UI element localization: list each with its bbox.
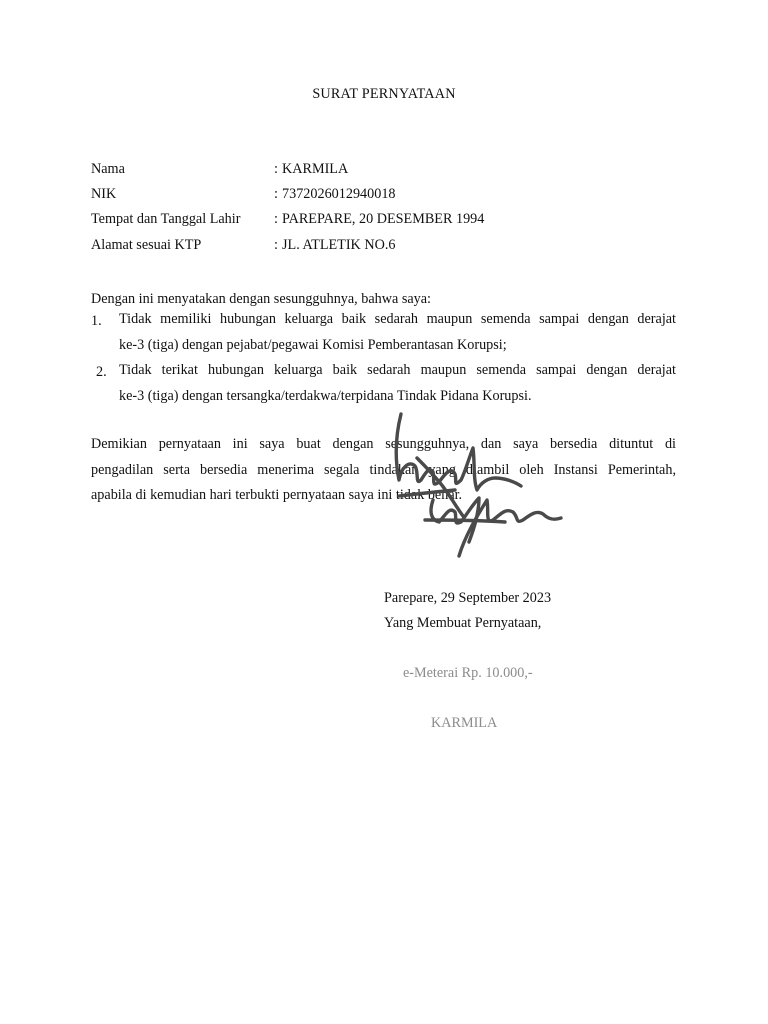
signer-role: Yang Membuat Pernyataan, bbox=[384, 615, 542, 631]
closing-line: pengadilan serta bersedia menerima segala tindakan yang diambil oleh Instansi Pemerintah, bbox=[91, 461, 676, 478]
place-date: Parepare, 29 September 2023 bbox=[384, 590, 552, 606]
field-birth bbox=[91, 211, 691, 231]
statement-line: ke-3 (tiga) dengan pejabat/pegawai Komisi Pemberantasan Korupsi; bbox=[119, 336, 507, 353]
field-label: Alamat sesuai KTP bbox=[91, 237, 202, 253]
field-nik bbox=[91, 186, 691, 206]
field-nama bbox=[91, 161, 691, 181]
field-label: Nama bbox=[91, 161, 125, 177]
statement-line: ke-3 (tiga) dengan tersangka/terdakwa/terpidana Tindak Pidana Korupsi. bbox=[119, 387, 532, 404]
signer-name: KARMILA bbox=[431, 715, 498, 731]
field-separator: : bbox=[274, 237, 278, 253]
field-separator: : bbox=[274, 211, 278, 227]
field-value: 7372026012940018 bbox=[282, 186, 396, 202]
statement-line: Tidak terikat hubungan keluarga baik sedarah maupun semenda sampai dengan derajat bbox=[119, 362, 676, 378]
field-label: Tempat dan Tanggal Lahir bbox=[91, 211, 241, 227]
closing-line: Demikian pernyataan ini saya buat dengan sesungguhnya, dan saya bersedia dituntut di bbox=[91, 436, 676, 452]
statement-line: Tidak memiliki hubungan keluarga baik sedarah maupun semenda sampai dengan derajat bbox=[119, 311, 676, 327]
intro-paragraph: Dengan ini menyatakan dengan sesungguhnya, bahwa saya: bbox=[91, 291, 432, 307]
document-title: SURAT PERNYATAAN bbox=[312, 86, 456, 102]
closing-line: apabila di kemudian hari terbukti pernyataan saya ini tidak benar. bbox=[91, 487, 463, 503]
handwritten-signature-icon bbox=[365, 408, 570, 568]
statement-text bbox=[119, 358, 676, 409]
statement-number: 2. bbox=[96, 364, 107, 380]
statement-number: 1. bbox=[91, 313, 102, 329]
field-value: JL. ATLETIK NO.6 bbox=[282, 237, 396, 253]
field-label: NIK bbox=[91, 186, 117, 202]
emeterai-stamp: e-Meterai Rp. 10.000,- bbox=[403, 665, 533, 681]
statement-text bbox=[119, 307, 676, 358]
field-address bbox=[91, 237, 691, 257]
field-value: KARMILA bbox=[282, 161, 349, 177]
field-separator: : bbox=[274, 186, 278, 202]
field-value: PAREPARE, 20 DESEMBER 1994 bbox=[282, 211, 485, 227]
field-separator: : bbox=[274, 161, 278, 177]
